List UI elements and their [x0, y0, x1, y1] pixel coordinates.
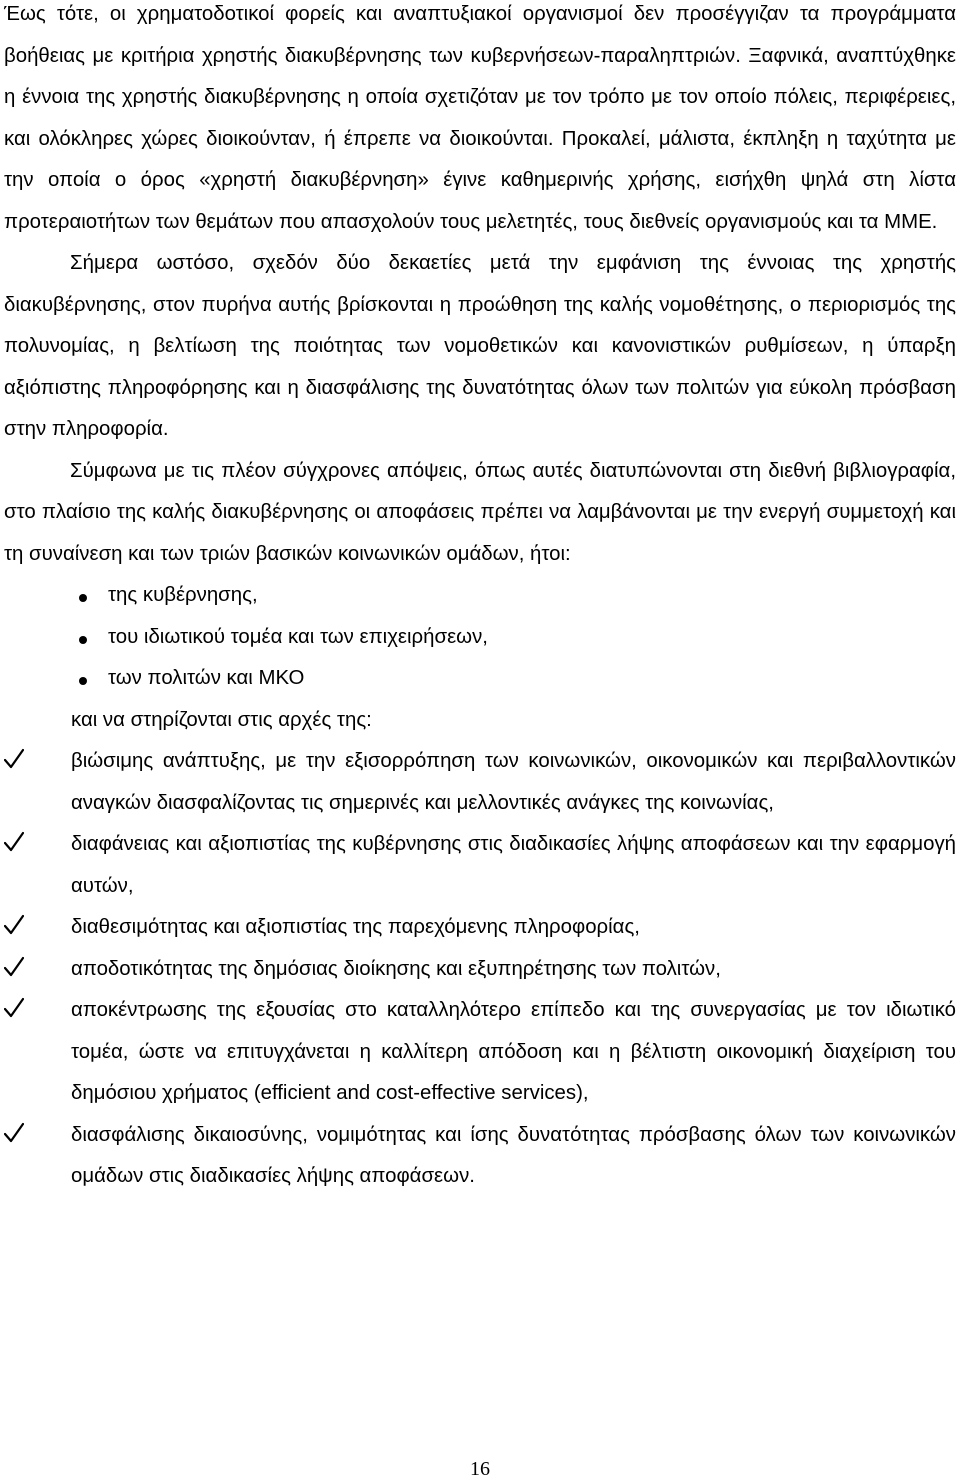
list-item — [4, 575, 956, 617]
list-item-text: του ιδιωτικού τομέα και των επιχειρήσεων, — [108, 625, 488, 648]
list-item-text: της κυβέρνησης, — [108, 584, 258, 606]
checkmark-icon — [4, 956, 24, 978]
list-item-text: διαφάνειας και αξιοπιστίας της κυβέρνησης στις διαδικασίες λήψης αποφάσεων και την εφαρμογή αυτών, — [71, 833, 956, 897]
list-item-text: βιώσιμης ανάπτυξης, με την εξισορρόπηση των κοινωνικών, οικονομικών και περιβαλλοντικών αναγκών διασφαλίζοντας τις σημερινές και μελλοντικές ανάγκες της κοινωνίας, — [71, 750, 956, 814]
checkmark-list — [4, 741, 956, 1198]
list-item — [4, 990, 956, 1115]
list-item-text: διαθεσιμότητας και αξιοπιστίας της παρεχόμενης πληροφορίας, — [71, 916, 640, 938]
list-item-text: αποκέντρωσης της εξουσίας στο καταλληλότερο επίπεδο και της συνεργασίας με τον ιδιωτικό τομέα, ώστε να επιτυγχάνεται η καλλίτερη απόδοση και η βέλτιστη οικονομική διαχείριση του δημόσιου χρήματος (efficient and cost-effective services), — [71, 999, 956, 1104]
checkmark-icon — [4, 831, 24, 853]
list-item — [4, 658, 956, 700]
list-item-text: διασφάλισης δικαιοσύνης, νομιμότητας και ίσης δυνατότητας πρόσβασης όλων των κοινωνικών ομάδων στις διαδικασίες λήψης αποφάσεων. — [71, 1123, 956, 1187]
list-item — [4, 741, 956, 824]
checkmark-icon — [4, 748, 24, 770]
checkmark-icon — [4, 997, 24, 1019]
paragraph-3: Σύμφωνα με τις πλέον σύγχρονες απόψεις, όπως αυτές διατυπώνονται στη διεθνή βιβλιογραφία, στο πλαίσιο της καλής διακυβέρνησης οι αποφάσεις πρέπει να λαμβάνονται με την ενεργή συμμετοχή και τη συναίνεση και των τριών βασικών κοινωνικών ομάδων, ήτοι: — [4, 459, 956, 565]
list-item — [4, 824, 956, 907]
document-body — [4, 0, 956, 1198]
list-item — [4, 617, 956, 659]
paragraph-2: Σήμερα ωστόσο, σχεδόν δύο δεκαετίες μετά την εμφάνιση της έννοιας της χρηστής διακυβέρνησης, στον πυρήνα αυτής βρίσκονται η προώθηση της καλής νομοθέτησης, ο περιορισμός της πολυνομίας, η βελτίωση της ποιότητας των νομοθετικών και κανονιστικών ρυθμίσεων, η ύπαρξη αξιόπιστης πληροφόρησης και η διασφάλισης της δυνατότητας όλων των πολιτών για εύκολη πρόσβαση στην πληροφορία. — [4, 252, 956, 440]
bullet-dot-icon — [79, 677, 87, 685]
paragraph-1: Έως τότε, οι χρηματοδοτικοί φορείς και αναπτυξιακοί οργανισμοί δεν προσέγγιζαν τα προγράμματα βοήθειας με κριτήρια χρηστής διακυβέρνησης των κυβερνήσεων-παραληπτριών. Ξαφνικά, αναπτύχθηκε η έννοια της χρηστής διακυβέρνησης η οποία σχετιζόταν με τον τρόπο με τον οποίο πόλεις, περιφέρειες, και ολόκληρες χώρες διοικούνταν, ή έπρεπε να διοικούνται. Προκαλεί, μάλιστα, έκπληξη η ταχύτητα με την οποία ο όρος «χρηστή διακυβέρνηση» έγινε καθημερινής χρήσης, εισήχθη ψηλά στη λίστα προτεραιοτήτων των θεμάτων που απασχολούν τους μελετητές, τους διεθνείς οργανισμούς και τα ΜΜΕ. — [4, 3, 956, 233]
bullet-list — [4, 575, 956, 700]
checkmark-icon — [4, 914, 24, 936]
list-item-text: των πολιτών και ΜΚΟ — [108, 667, 305, 689]
list-item-text: αποδοτικότητας της δημόσιας διοίκησης και εξυπηρέτησης των πολιτών, — [71, 957, 721, 980]
checkmark-icon — [4, 1122, 24, 1144]
bullet-dot-icon — [79, 594, 87, 602]
principles-intro: και να στηρίζονται στις αρχές της: — [71, 708, 372, 731]
page-number: 16 — [470, 1458, 490, 1480]
list-item — [4, 907, 956, 949]
list-item — [4, 1115, 956, 1198]
list-item — [4, 949, 956, 991]
bullet-dot-icon — [79, 636, 87, 644]
